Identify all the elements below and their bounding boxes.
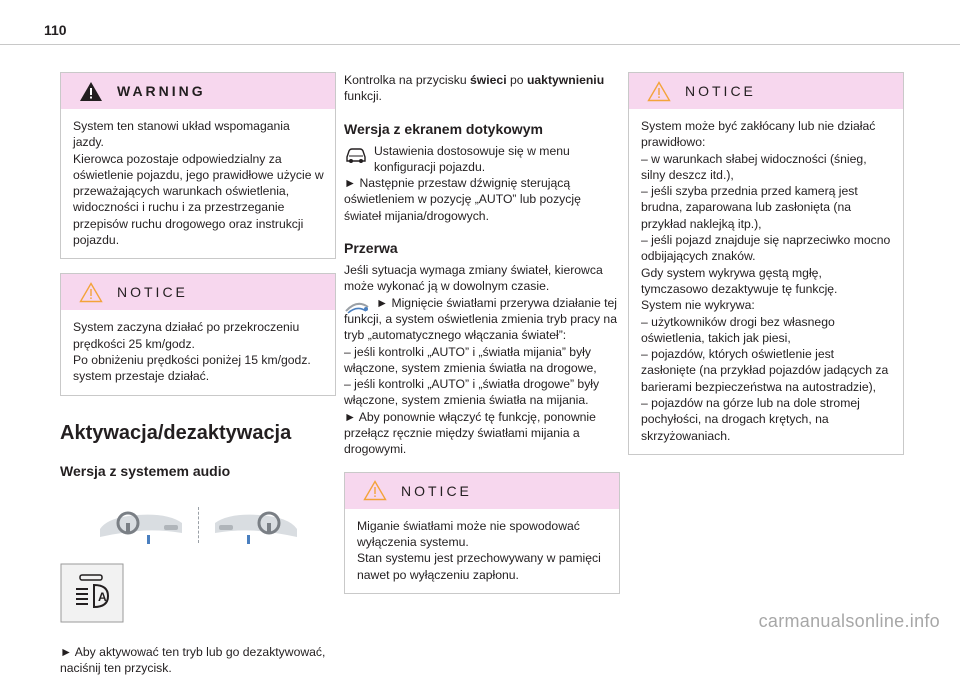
touchscreen-heading: Wersja z ekranem dotykowym (344, 120, 543, 137)
audio-instruction: ► Aby aktywować ten tryb lub go dezaktywować, naciśnij ten przycisk. (60, 644, 326, 675)
notice-text-block (345, 509, 619, 593)
touchscreen-line2: ► Następnie przestaw dźwignię sterującą oświetleniem w pozycję „AUTO” lub pozycję świateł mijania/drogowych. (344, 176, 581, 223)
figure-divider (198, 507, 199, 543)
notice-title: NOTICE (685, 83, 756, 99)
intro-pre: Kontrolka na przycisku (344, 73, 470, 87)
break-heading: Przerwa (344, 240, 398, 257)
svg-text:A: A (98, 589, 107, 604)
column-right (628, 72, 904, 455)
warning-text-block (61, 109, 335, 258)
auto-headlight-button-icon (60, 563, 124, 623)
notice-header (629, 73, 903, 109)
warning-title: WARNING (117, 83, 206, 99)
notice-box-speed (60, 273, 336, 395)
notice-title: NOTICE (401, 482, 472, 499)
notice-box-flash (344, 472, 620, 594)
intro-post: funkcji. (344, 89, 382, 104)
intro-bold-activation: uaktywnieniu (526, 73, 605, 87)
break-paragraph2-wrap (344, 295, 620, 458)
section-title: Aktywacja/dezaktywacja (60, 421, 292, 444)
touchscreen-line1: Ustawienia dostosowuje się w menu konfiguracji pojazdu. (374, 143, 570, 174)
notice-text: System może być zakłócany lub nie działać prawidłowo: – w warunkach słabej widoczności (śnieg, silny deszcz itd.), – jeśli szyba przednia przed kamerą jest brudna, zaparowana lub zasłonięta (na przykład naklejką itp.), – jeśli pojazd znajduje się naprzeciwko mocno odbijających znaków. Gdy system wykrywa gęstą mgłę, tymczasowo dezaktywuje tę funkcję. System nie wykrywa: – użytkowników drogi bez własnego oświetlenia, takich jak piesi, – pojazdów, których oświetlenie jest zasłonięte (na przykład pojazdów jadących za barierami bezpieczeństwa na autostradzie), – pojazdów na górze lub na dole stromej pochyłości, na drogach krętych, na skrzyżowaniach. (641, 119, 891, 443)
dashboard-left-icon (98, 503, 184, 547)
warning-header (61, 73, 335, 109)
dashboard-figure (60, 503, 336, 547)
warning-box (60, 72, 336, 259)
footer-watermark[interactable]: carmanualsonline.info (758, 611, 940, 631)
column-left (60, 72, 336, 676)
intro-bold-lights: świeci (470, 73, 507, 87)
indicator-intro (344, 72, 620, 105)
notice-triangle-icon (79, 282, 103, 303)
notice-text: Miganie światłami może nie spowodować wyłączenia systemu. Stan systemu jest przechowywany w pamięci nawet po wyłączeniu zapłonu. (357, 518, 601, 582)
warning-triangle-icon (79, 81, 103, 102)
break-paragraph1: Jeśli sytuacja wymaga zmiany świateł, kierowca może wykonać ją w dowolnym czasie. (344, 263, 603, 294)
notice-title: NOTICE (117, 284, 188, 301)
column-middle (344, 72, 620, 594)
intro-mid: po (506, 73, 527, 87)
notice-triangle-icon (647, 81, 671, 102)
car-settings-icon (344, 145, 368, 165)
lever-flash-icon (344, 297, 370, 319)
notice-box-limitations (628, 72, 904, 455)
notice-header (61, 274, 335, 310)
warning-text: System ten stanowi układ wspomagania jazdy. Kierowca pozostaje odpowiedzialny za oświetlenie pojazdu, jego prawidłowe użycie w przeważających warunkach oświetlenia, widoczności i ruchu i za przestrzeganie przepisów ruchu drogowego oraz instrukcji pojazdu. (73, 119, 324, 248)
header-rule (0, 44, 960, 45)
notice-triangle-icon (363, 480, 387, 501)
audio-heading: Wersja z systemem audio (60, 462, 231, 479)
page-number: 110 (44, 22, 67, 38)
notice-header (345, 473, 619, 509)
notice-text: System zaczyna działać po przekroczeniu prędkości 25 km/godz. Po obniżeniu prędkości poniżej 15 km/godz. system przestaje działać. (73, 320, 311, 384)
notice-text-block (629, 109, 903, 454)
break-paragraph2: ► Mignięcie światłami przerywa działanie tej funkcji, a system oświetlenia zmienia tryb pracy na tryb „automatycznego włączania świateł”: – jeśli kontrolki „AUTO” i „światła mijania” były włączone, system zmienia światła na drogowe, – jeśli kontrolki „AUTO” i „światła drogowe” były włączone, system zmienia światła na mijania. ► Aby ponownie włączyć tę funkcję, ponownie przełącz ręcznie między światłami mijania a drogowymi. (344, 295, 618, 457)
notice-text-block (61, 310, 335, 394)
touchscreen-settings-row (344, 143, 620, 176)
dashboard-right-icon (213, 503, 299, 547)
